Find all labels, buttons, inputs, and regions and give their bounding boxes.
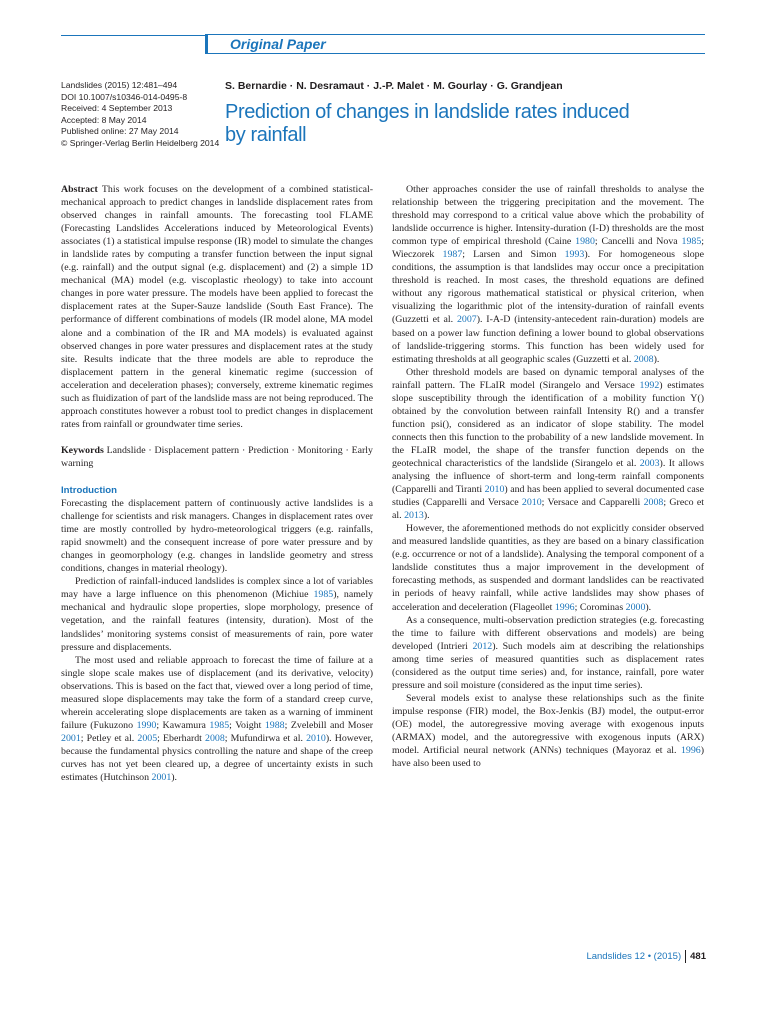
section-banner [205, 34, 705, 54]
text-run: Several models exist to analyse these relationships such as the finite impulse response (FIR) model, the Box-Jenkis (BJ) model, the output-error (OE) model, the autoregressive moving average with exogenous inputs (ARMAX) model, and the autoregressive with exogenous inputs (ARX) model. Artificial neural network (ANNs) techniques (Mayoraz et al. [392, 692, 704, 757]
abstract-text: This work focuses on the development of a combined statistical-mechanical approach to predict changes in landslide displacement rates from observed changes in rainfall amounts. The forecasting tool FLAME (Forecasting Landslides Accelerations induced by Meteorological Events) associates (1) a statistical impulse response (IR) model to simulate the changes in landslide rates by computing a transfer function between the input signal (e.g. rainfall) and the output signal (e.g. displacement) and (2) a simple 1D mechanical (MA) model (e.g. viscoplastic rheology) to take into account changes in pore water pressure. The models have been applied to forecast the displacement rates at the Super-Sauze landslide (South East France). The performance of different combinations of models (IR model alone, MA model alone and a combination of the IR and MA models) is evaluated against observed changes in pore water pressures and displacement rates at the study site. Results indicate that the three models are able to reproduce the displacement pattern in the general kinematic regime (succession of acceleration and deceleration phases); conversely, extreme kinematic regimes such as fluidization of part of the landslide mass are not being reproduced. The approach constitutes however a robust tool to predict changes in displacement rates from rainfall or groundwater time series. [61, 184, 373, 430]
text-run: ; Cancelli and Nova [594, 236, 682, 248]
citation-link[interactable]: 1993 [564, 249, 585, 261]
text-run: ; Larsen and Simon [462, 249, 565, 261]
citation-link[interactable]: 2001 [61, 732, 81, 744]
intro-paragraph-2 [61, 575, 373, 653]
section-label: Original Paper [230, 36, 326, 52]
copyright-line: © Springer-Verlag Berlin Heidelberg 2014 [61, 137, 220, 148]
citation-link[interactable]: 1985 [313, 589, 334, 601]
title-line-1: Prediction of changes in landslide rates induced [225, 101, 630, 123]
citation-link[interactable]: 1990 [136, 719, 157, 731]
body-paragraph-2 [392, 366, 704, 523]
text-run: ; Petley et al. [80, 732, 138, 744]
text-run: Prediction of rainfall-induced landslides is complex since a lot of variables may have a large influence on this phenomenon (Michiue [61, 576, 373, 601]
author-list: S. Bernardie · N. Desramaut · J.-P. Malet · M. Gourlay · G. Grandjean [225, 80, 563, 92]
text-run: The most used and reliable approach to forecast the time of failure at a single slope scale makes use of displacement (and its derivative, velocity) observations. This is based on the fact that, viewed over a long period of time, measured slope displacements may take the form of a standard creep curve, wherein accelerating slope displacements are taken as a warning of imminent failure (Fukuzono [61, 654, 373, 731]
keywords-text: Landslide · Displacement pattern · Prediction · Monitoring · Early warning [61, 444, 373, 469]
published-line: Published online: 27 May 2014 [61, 126, 179, 137]
citation-link[interactable]: 1992 [639, 379, 660, 391]
citation-link[interactable]: 1988 [264, 719, 285, 731]
body-paragraph-3 [392, 522, 704, 613]
text-run: However, the aforementioned methods do not explicitly consider observed and measured landslide quantities, as they are based on a binary classification (e.g. occurrence or not of a landslide). Analysing the temporal component of a landslide constitutes thus a major improvement in the development of forecasting methods, as suspended and dormant landslides can be reactivated in periods of heavy rainfall, while active landslides may show phases of acceleration and deceleration (Flageollet [392, 523, 704, 613]
text-run: ). I-A-D (intensity-antecedent rain-duration) models are based on a power law function defining a lower bound to global observations of landslide-triggering storms. This function has been widely used for estimating thresholds at all geographic scales (Guzzetti et al. [392, 314, 704, 365]
citation-link[interactable]: 2000 [625, 601, 646, 613]
text-run: Other threshold models are based on dynamic temporal analyses of the rainfall pattern. The FLaIR model (Sirangelo and Versace [392, 366, 704, 391]
accepted-line: Accepted: 8 May 2014 [61, 114, 147, 125]
journal-issue: Landslides 12 • (2015) [586, 951, 682, 963]
text-run: Other approaches consider the use of rainfall thresholds to analyse the relationship between the triggering precipitation and the movement. The threshold may correspond to a critical value above which the probability of landslide occurrence is higher. Intensity-duration (I-D) thresholds are the most common type of empirical threshold (Caine [392, 184, 704, 248]
citation-link[interactable]: 1985 [681, 236, 702, 248]
text-run: ), namely mechanical and hydraulic slope properties, slope morphology, presence of vegetation, and the rainfall features (intensity, duration). Most of the landslides’ monitoring systems consist of measurements of rain, pore water pressure and displacements. [61, 589, 374, 653]
right-column [392, 183, 704, 770]
text-run: ; Voight [229, 719, 265, 731]
abstract-label: Abstract [61, 184, 98, 195]
citation-link[interactable]: 1980 [575, 236, 595, 248]
text-run: ). [423, 510, 430, 522]
keywords-label: Keywords [61, 444, 104, 456]
abstract [61, 183, 373, 431]
introduction-heading: Introduction [61, 484, 117, 496]
citation-link[interactable]: 1996 [554, 601, 575, 613]
text-run: ; Zvelebill and Moser [284, 719, 373, 731]
doi-line[interactable]: DOI 10.1007/s10346-014-0495-8 [61, 91, 188, 102]
body-paragraph-5 [392, 692, 704, 770]
citation-link[interactable]: 2001 [151, 772, 172, 784]
title-line-2: by rainfall [225, 124, 307, 146]
citation-link[interactable]: 2007 [456, 314, 477, 326]
text-run: ). Such models aim at describing the relationships among time series of measured quantities such as displacement rates (considered as the output time series) and, for instance, rainfall, pore water pressure and soil moisture (considered as the input time series). [392, 640, 704, 691]
citation-link[interactable]: 1987 [442, 249, 463, 261]
text-run: ) estimates slope susceptibility through the identification of a mobility function Y() obtained by the convolution between rainfall Intensity R() and a transfer function psi(), considered as an indicator of slope stability. The model connects then this function to the probability of a new landslide movement. In the FLaIR model, the shape of the transfer function depends on the geotechnical characteristics of the landslide (Sirangelo et al. [392, 379, 704, 469]
citation-link[interactable]: 2003 [639, 457, 660, 469]
citation-link[interactable]: 2010 [306, 732, 326, 744]
page-number: 481 [690, 951, 706, 963]
text-run: ; Greco et al. [392, 497, 704, 522]
text-run: ). It allows analysing the influence of short-term and long-term rainfall components (Capparelli and Tiranti [392, 457, 705, 496]
text-run: ; Versace and Capparelli [541, 497, 644, 509]
citation-link[interactable]: 2008 [205, 732, 225, 744]
citation-link[interactable]: 2012 [472, 640, 493, 652]
text-run: As a consequence, multi-observation prediction strategies (e.g. forecasting the time to failure with different observations and models) are being developed (Intrieri [392, 614, 704, 652]
text-run: ; Eberhardt [157, 732, 206, 744]
citation-link[interactable]: 2008 [643, 497, 664, 509]
citation-link[interactable]: 2010 [521, 497, 542, 509]
citation-link[interactable]: 2013 [404, 510, 424, 522]
article-metadata [61, 80, 231, 150]
text-run: ). [645, 601, 652, 613]
article-title [225, 101, 705, 147]
footer-divider [685, 950, 686, 963]
citation-link[interactable]: 1985 [209, 719, 230, 731]
body-paragraph-1 [392, 183, 704, 366]
intro-paragraph-1: Forecasting the displacement pattern of continuously active landslides is a challenge for scientists and risk managers. Changes in displacement rates over time are mostly controlled by hydro-meteorological triggers (e.g. rainfalls, rapid snowmelt) and the consequent increase of pore water pressure and by changes in geomorphology (e.g. changes in landslide geometry and stress conditions, changes in material rheology). [61, 498, 373, 575]
citation-link[interactable]: 1996 [680, 745, 701, 757]
body-paragraph-4 [392, 614, 704, 692]
citation-link[interactable]: 2005 [137, 732, 158, 744]
text-run: ; Corominas [574, 601, 626, 613]
keywords [61, 444, 373, 470]
citation-line: Landslides (2015) 12:481–494 [61, 80, 178, 90]
text-run: ) have also been used to [392, 745, 704, 770]
page-footer [586, 950, 706, 963]
citation-link[interactable]: 2010 [484, 484, 505, 496]
text-run: ) and has been applied to several documented case studies (Capparelli and Versace [392, 484, 704, 509]
text-run: ). However, because the fundamental physics controlling the nature and shape of the creep curves has not yet been cleared up, a degree of uncertainty exists in such estimates (Hutchinson [61, 732, 373, 784]
left-column [61, 183, 373, 784]
header-rule [61, 35, 205, 36]
citation-link[interactable]: 2008 [633, 353, 654, 365]
text-run: ; Mufundirwa et al. [224, 732, 307, 744]
text-run: ). For homogeneous slope conditions, the assumption is that landslides may occur once a precipitation threshold is reached. In most cases, the threshold equations are defined without any rigorous mathematical statistical or physical criterion, when visualizing the logarithmic plot of the intensity-duration of rainfall events (Guzzetti et al. [392, 249, 704, 326]
text-run: ; Wieczorek [392, 236, 704, 261]
text-run: ). [171, 772, 178, 784]
received-line: Received: 4 September 2013 [61, 103, 173, 114]
intro-paragraph-3 [61, 654, 373, 784]
text-run: ). [653, 353, 660, 365]
text-run: ; Kawamura [156, 719, 210, 731]
